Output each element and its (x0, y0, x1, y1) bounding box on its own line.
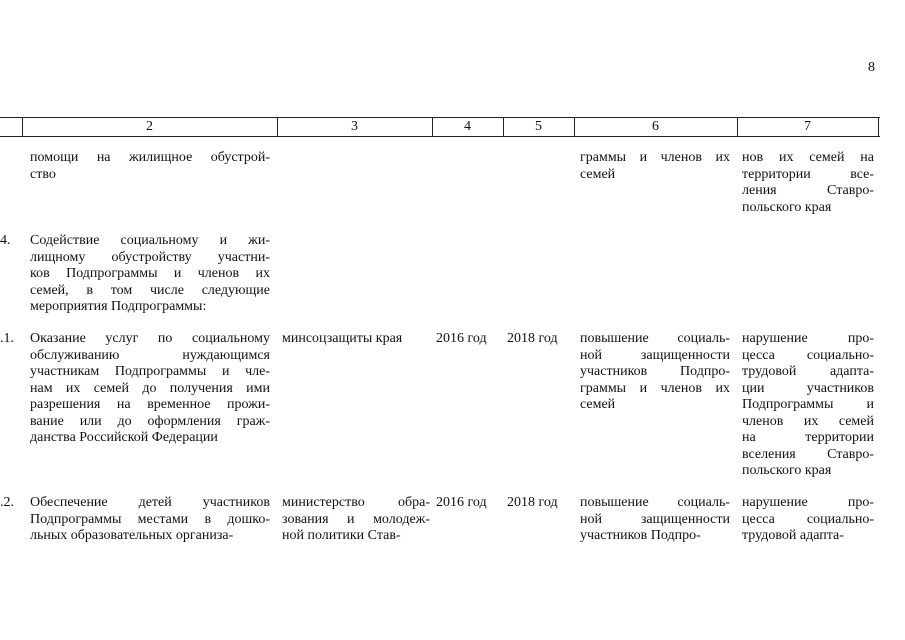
cell-line: на территории (742, 430, 874, 445)
cell-line: 2016 год (436, 495, 487, 510)
cell-line: нарушение про- (742, 331, 874, 346)
cell-line: польского края (742, 463, 832, 478)
cell-line: участников Подпро- (580, 528, 701, 543)
cell-line: участникам Подпрограммы и чле- (30, 364, 270, 379)
cell-col5 (507, 331, 571, 348)
cell-col2 (30, 233, 270, 316)
cell-line: участников Подпро- (580, 364, 730, 379)
cell-line: польского края (742, 199, 832, 215)
cell-line: минсоцзащиты края (282, 331, 403, 346)
header-divider (878, 117, 879, 137)
cell-col5 (507, 495, 571, 512)
column-header: 2 (146, 119, 153, 134)
cell-line: семей, в том числе следующие (30, 282, 270, 298)
cell-line: членов их семей (742, 413, 874, 429)
cell-line: 2016 год (436, 331, 487, 346)
cell-line: Содействие социальному и жи- (30, 233, 270, 248)
cell-line: граммы и членов их (580, 380, 730, 396)
cell-line: ной политики Став- (282, 528, 401, 543)
cell-line: территории все- (742, 166, 874, 182)
cell-line: нов их семей на (742, 150, 874, 165)
cell-line: трудовой адапта- (742, 528, 844, 543)
cell-line: 4. (0, 233, 11, 248)
cell-line: Оказание услуг по социальному (30, 331, 270, 346)
cell-line: данства Российской Федерации (30, 430, 218, 445)
cell-col2 (30, 331, 270, 447)
cell-col3 (282, 495, 430, 545)
cell-line: повышение социаль- (580, 495, 730, 510)
cell-line: граммы и членов их (580, 150, 730, 165)
page-number: 8 (868, 60, 875, 75)
cell-line: ной защищенности (580, 511, 730, 527)
cell-line: ков Подпрограммы и членов их (30, 266, 270, 281)
cell-line: ления Ставро- (742, 183, 874, 198)
cell-line: министерство обра- (282, 495, 430, 510)
cell-col6 (580, 331, 730, 414)
cell-num (0, 495, 20, 512)
cell-col7 (742, 331, 874, 480)
cell-line: ство (30, 166, 56, 182)
cell-line: .1. (0, 331, 14, 346)
cell-col7 (742, 150, 874, 216)
cell-col6 (580, 150, 730, 183)
cell-col2 (30, 495, 270, 545)
column-header: 7 (804, 119, 811, 134)
cell-line: Обеспечение детей участников (30, 495, 270, 510)
cell-line: Подпрограммы местами в дошко- (30, 511, 270, 527)
cell-line: ции участников (742, 380, 874, 396)
cell-num (0, 331, 20, 348)
cell-line: повышение социаль- (580, 331, 730, 346)
cell-col3 (282, 331, 430, 348)
cell-col4 (436, 331, 500, 348)
cell-line: помощи на жилищное обустрой- (30, 150, 270, 165)
cell-line: лищному обустройству участни- (30, 249, 270, 265)
column-header: 4 (464, 119, 471, 134)
cell-line: зования и молодеж- (282, 511, 430, 527)
cell-col6 (580, 495, 730, 545)
cell-line: цесса социально- (742, 511, 874, 527)
cell-line: льных образовательных организа- (30, 528, 234, 543)
cell-line: семей (580, 166, 616, 182)
column-header: 6 (652, 119, 659, 134)
cell-line: мероприятия Подпрограммы: (30, 299, 207, 314)
column-header: 3 (351, 119, 358, 134)
header-bottom-rule (0, 136, 880, 137)
cell-line: семей (580, 397, 616, 412)
cell-line: 2018 год (507, 331, 558, 346)
cell-line: вание или до оформления граж- (30, 413, 270, 429)
cell-line: ной защищенности (580, 347, 730, 363)
cell-line: .2. (0, 495, 14, 510)
cell-line: обслуживанию нуждающимся (30, 347, 270, 363)
cell-line: 2018 год (507, 495, 558, 510)
column-header: 5 (535, 119, 542, 134)
cell-line: трудовой адапта- (742, 364, 874, 379)
cell-line: Подпрограммы и (742, 397, 874, 412)
cell-line: цесса социально- (742, 347, 874, 363)
cell-line: нам их семей до получения ими (30, 380, 270, 396)
cell-col2 (30, 150, 270, 183)
cell-line: разрешения на временное прожи- (30, 397, 270, 412)
cell-col4 (436, 495, 500, 512)
cell-line: нарушение про- (742, 495, 874, 510)
cell-line: вселения Ставро- (742, 446, 874, 462)
cell-col7 (742, 495, 874, 545)
cell-num (0, 233, 20, 250)
